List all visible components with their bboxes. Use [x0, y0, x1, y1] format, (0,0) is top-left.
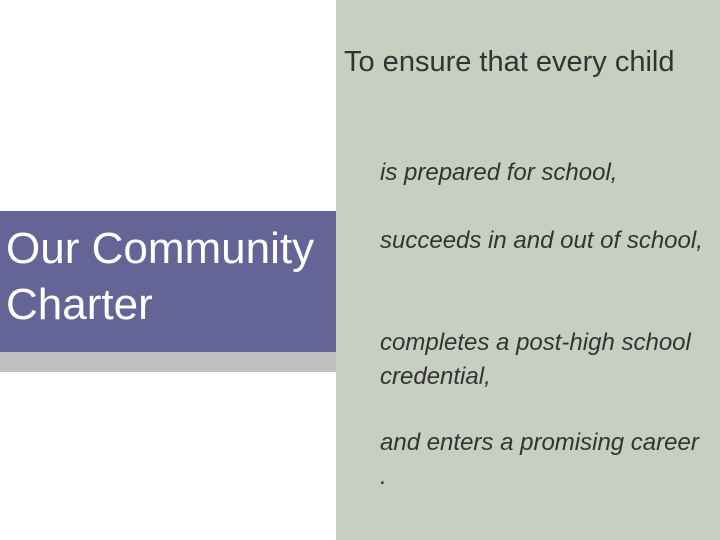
bullet-item: succeeds in and out of school, [380, 227, 703, 254]
title-underline [0, 352, 336, 372]
title-band [0, 211, 336, 352]
bullet-item: is prepared for school, [380, 159, 618, 186]
slide-title: Our Community Charter [6, 224, 315, 329]
bullet-item: and enters a promising career . [380, 429, 699, 490]
lead-text: To ensure that every child [344, 46, 675, 78]
bullet-item: completes a post-high school credential, [380, 329, 691, 390]
